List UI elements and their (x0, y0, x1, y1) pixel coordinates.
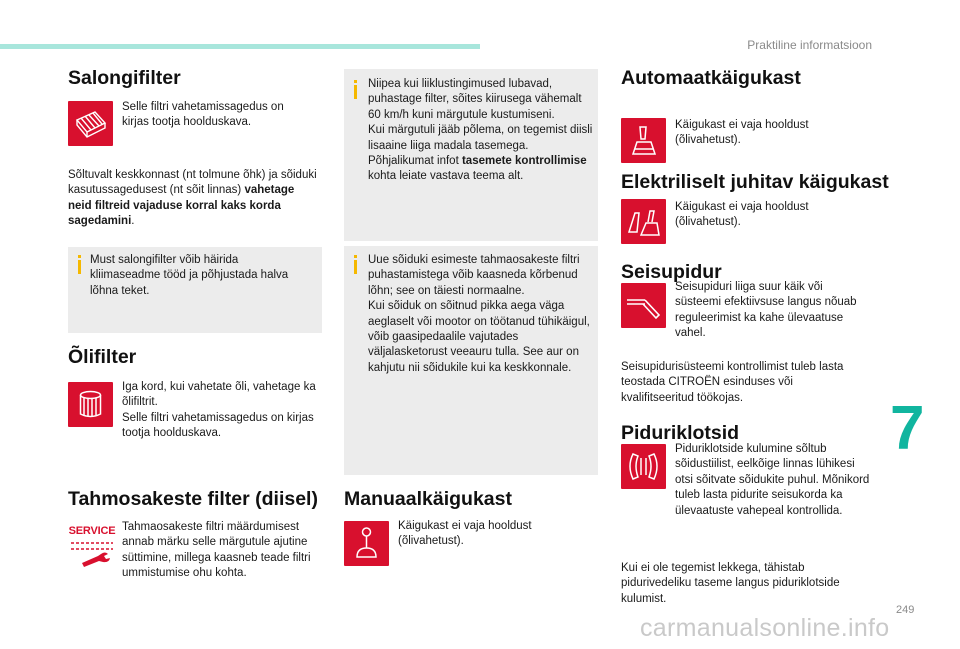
oil-filter-icon (68, 382, 113, 427)
cabin-filter-icon (68, 101, 113, 146)
heading-automaatkaigukast: Automaatkäigukast (621, 67, 801, 89)
middle-info-1-plain: Niipea kui liiklustingimused lubavad, puhastage filter, sõites kiirusega vähemalt 60 km/h kuni märgutule kustumiseni. Kui märgutuli jääb põlema, on tegemist diisli lisaaine liiga madala tasemega. Põhjalikumat infot (368, 78, 593, 168)
heading-tahmosakeste-filter: Tahmosakeste filter (diisel) (68, 488, 318, 510)
salongifilter-paragraph (68, 168, 318, 230)
salongifilter-paragraph-plain: Sõltuvalt keskkonnast (nt tolmune õhk) ja sõiduki kasutussagedusest (nt sõit linnas) (68, 169, 317, 197)
service-icon-label: SERVICE (68, 525, 116, 537)
header-accent-bar (0, 44, 480, 49)
salongifilter-text: Selle filtri vahetamissagedus on kirjas tootja hoolduskava. (122, 101, 284, 129)
parking-brake-icon (621, 283, 666, 328)
heading-manuaalkaigukast: Manuaalkäigukast (344, 488, 512, 510)
olifilter-text: Iga kord, kui vahetate õli, vahetage ka õlifiltrit. Selle filtri vahetamissagedus on kirjas tootja hoolduskava. (122, 381, 316, 440)
middle-info-2-text: Uue sõiduki esimeste tahmaosakeste filtri puhastamistega võib kaasneda kõrbenud lõhn; see on täiesti normaalne. Kui sõiduk on sõitnud pikka aega väga aeglaselt või mootor on töötanud tühikäigul, võib gaasipedaalile vajutades väljalasketorust veeauru tulla. See aur on kahjutu nii sõidukile kui ka keskkonnale. (368, 254, 590, 374)
automaat-text: Käigukast ei vaja hooldust (õlivahetust). (675, 119, 809, 147)
chapter-number: 7 (890, 394, 925, 463)
salongifilter-paragraph-bold: vahetage neid filtreid vajaduse korral kaks korda sagedamini (68, 184, 295, 228)
piduriklotsid-text: Piduriklotside kulumine sõltub sõidustiilist, eelkõige linnas lühikesi otsi sõitvate sõidukite puhul. Mõnikord tuleb lasta pidurite seisukorda ka ülevaatuste vahepeal kontrollida. (675, 443, 870, 517)
watermark: carmanualsonline.info (640, 614, 890, 642)
salongifilter-paragraph-end: . (131, 215, 135, 228)
piduriklotsid-text-2: Kui ei ole tegemist lekkega, tähistab pidurivedeliku taseme langus piduriklotside kulumist. (621, 562, 840, 605)
manual-gearbox-icon (344, 521, 389, 566)
heading-piduriklotsid: Piduriklotsid (621, 422, 740, 444)
heading-salongifilter: Salongifilter (68, 67, 181, 89)
heading-seisupidur: Seisupidur (621, 261, 722, 283)
seisupidur-text-2: Seisupidurisüsteemi kontrollimist tuleb lasta teostada CITROËN esinduses või kvalifitseeritud töökojas. (621, 361, 844, 404)
seisupidur-text: Seisupiduri liiga suur käik või süsteemi efektiivsuse langus nõuab reguleerimist ka kahe ülevaatuse vahel. (675, 281, 857, 340)
service-wrench-icon (68, 523, 116, 571)
manuaal-text: Käigukast ei vaja hooldust (õlivahetust). (398, 520, 532, 548)
elektriline-text: Käigukast ei vaja hooldust (õlivahetust). (675, 201, 809, 229)
automatic-gearbox-icon (621, 118, 666, 163)
tahmosakeste-text: Tahmaosakeste filtri määrdumisest annab märku selle märgutule ajutine süttimine, millega kaasneb teade filtri ummistumise ohu kohta. (122, 521, 311, 580)
section-title: Praktiline informatsioon (747, 38, 872, 52)
page-number: 249 (896, 604, 915, 616)
middle-info-1-text (368, 77, 593, 185)
heading-olifilter: Õlifilter (68, 346, 137, 368)
middle-info-1-end: kohta leiate vastava teema alt. (368, 170, 524, 183)
middle-info-1-bold: tasemete kontrollimise (461, 155, 587, 168)
brake-pads-icon (621, 444, 666, 489)
salongifilter-info: Must salongifilter võib häirida kliimaseadme tööd ja põhjustada halva lõhna teket. (90, 254, 289, 297)
electric-gearbox-icon (621, 199, 666, 244)
heading-elektriliselt-juhitav: Elektriliselt juhitav käigukast (621, 171, 889, 193)
